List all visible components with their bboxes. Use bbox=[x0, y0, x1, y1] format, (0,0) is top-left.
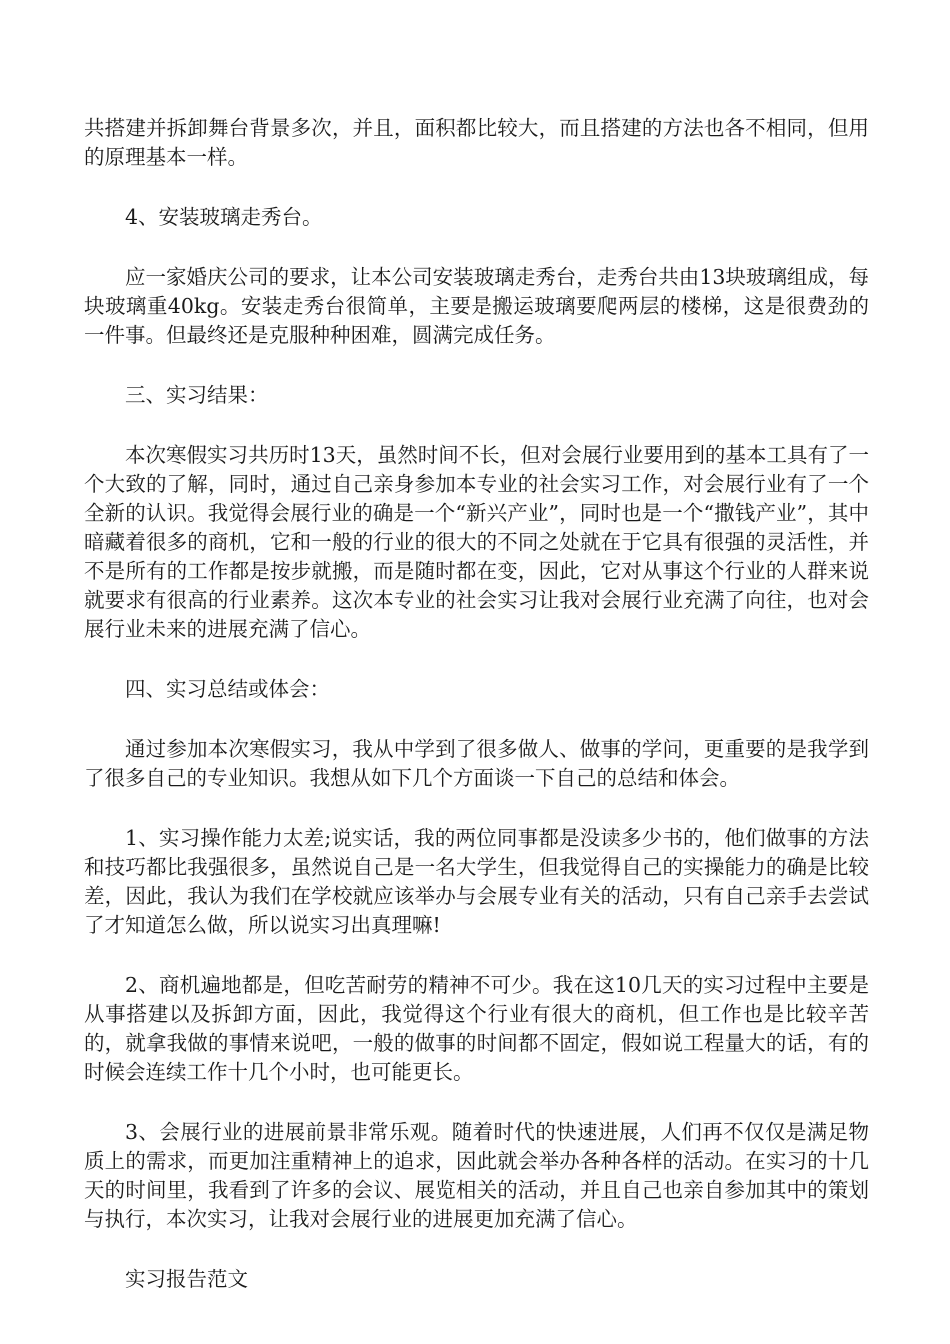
paragraph-summary-intro: 通过参加本次寒假实习，我从中学到了很多做人、做事的学问，更重要的是我学到了很多自己的专业知识。我想从如下几个方面谈一下自己的总结和体会。 bbox=[84, 737, 869, 790]
section-heading-sample-report: 实习报告范文 bbox=[125, 1267, 248, 1291]
paragraph-glass-runway: 应一家婚庆公司的要求，让本公司安装玻璃走秀台，走秀台共由13块玻璃组成，每块玻璃重40kg。安装走秀台很简单，主要是搬运玻璃要爬两层的楼梯，这是很费劲的一件事。但最终还是克服种种困难，圆满完成任务。 bbox=[84, 265, 869, 347]
paragraph-summary-point-2: 2、商机遍地都是，但吃苦耐劳的精神不可少。我在这10几天的实习过程中主要是从事搭建以及拆卸方面，因此，我觉得这个行业有很大的商机，但工作也是比较辛苦的，就拿我做的事情来说吧，一般的做事的时间都不固定，假如说工程量大的话，有的时候会连续工作十几个小时，也可能更长。 bbox=[84, 973, 869, 1084]
document-body bbox=[84, 114, 869, 1325]
section-heading-internship-results: 三、实习结果： bbox=[125, 383, 269, 407]
section-heading-summary: 四、实习总结或体会： bbox=[125, 677, 330, 701]
section-heading-install-glass-runway: 4、安装玻璃走秀台。 bbox=[125, 205, 323, 229]
paragraph-internship-results: 本次寒假实习共历时13天，虽然时间不长，但对会展行业要用到的基本工具有了一个大致的了解，同时，通过自己亲身参加本专业的社会实习工作，对会展行业有了一个全新的认识。我觉得会展行业的确是一个“新兴产业”，同时也是一个“撒钱产业”，其中暗藏着很多的商机，它和一般的行业的很大的不同之处就在于它具有很强的灵活性，并不是所有的工作都是按步就搬，而是随时都在变，因此，它对从事这个行业的人群来说就要求有很高的行业素养。这次本专业的社会实习让我对会展行业充满了向往，也对会展行业未来的进展充满了信心。 bbox=[84, 443, 869, 641]
paragraph-continuation: 共搭建并拆卸舞台背景多次，并且，面积都比较大，而且搭建的方法也各不相同，但用的原理基本一样。 bbox=[84, 116, 869, 169]
paragraph-summary-point-3: 3、会展行业的进展前景非常乐观。随着时代的快速进展，人们再不仅仅是满足物质上的需求，而更加注重精神上的追求，因此就会举办各种各样的活动。在实习的十几天的时间里，我看到了许多的会议、展览相关的活动，并且自己也亲自参加其中的策划与执行，本次实习，让我对会展行业的进展更加充满了信心。 bbox=[84, 1120, 869, 1231]
paragraph-summary-point-1: 1、实习操作能力太差;说实话，我的两位同事都是没读多少书的，他们做事的方法和技巧都比我强很多，虽然说自己是一名大学生，但我觉得自己的实操能力的确是比较差，因此，我认为我们在学校就应该举办与会展专业有关的活动，只有自己亲手去尝试了才知道怎么做，所以说实习出真理嘛! bbox=[84, 826, 869, 937]
